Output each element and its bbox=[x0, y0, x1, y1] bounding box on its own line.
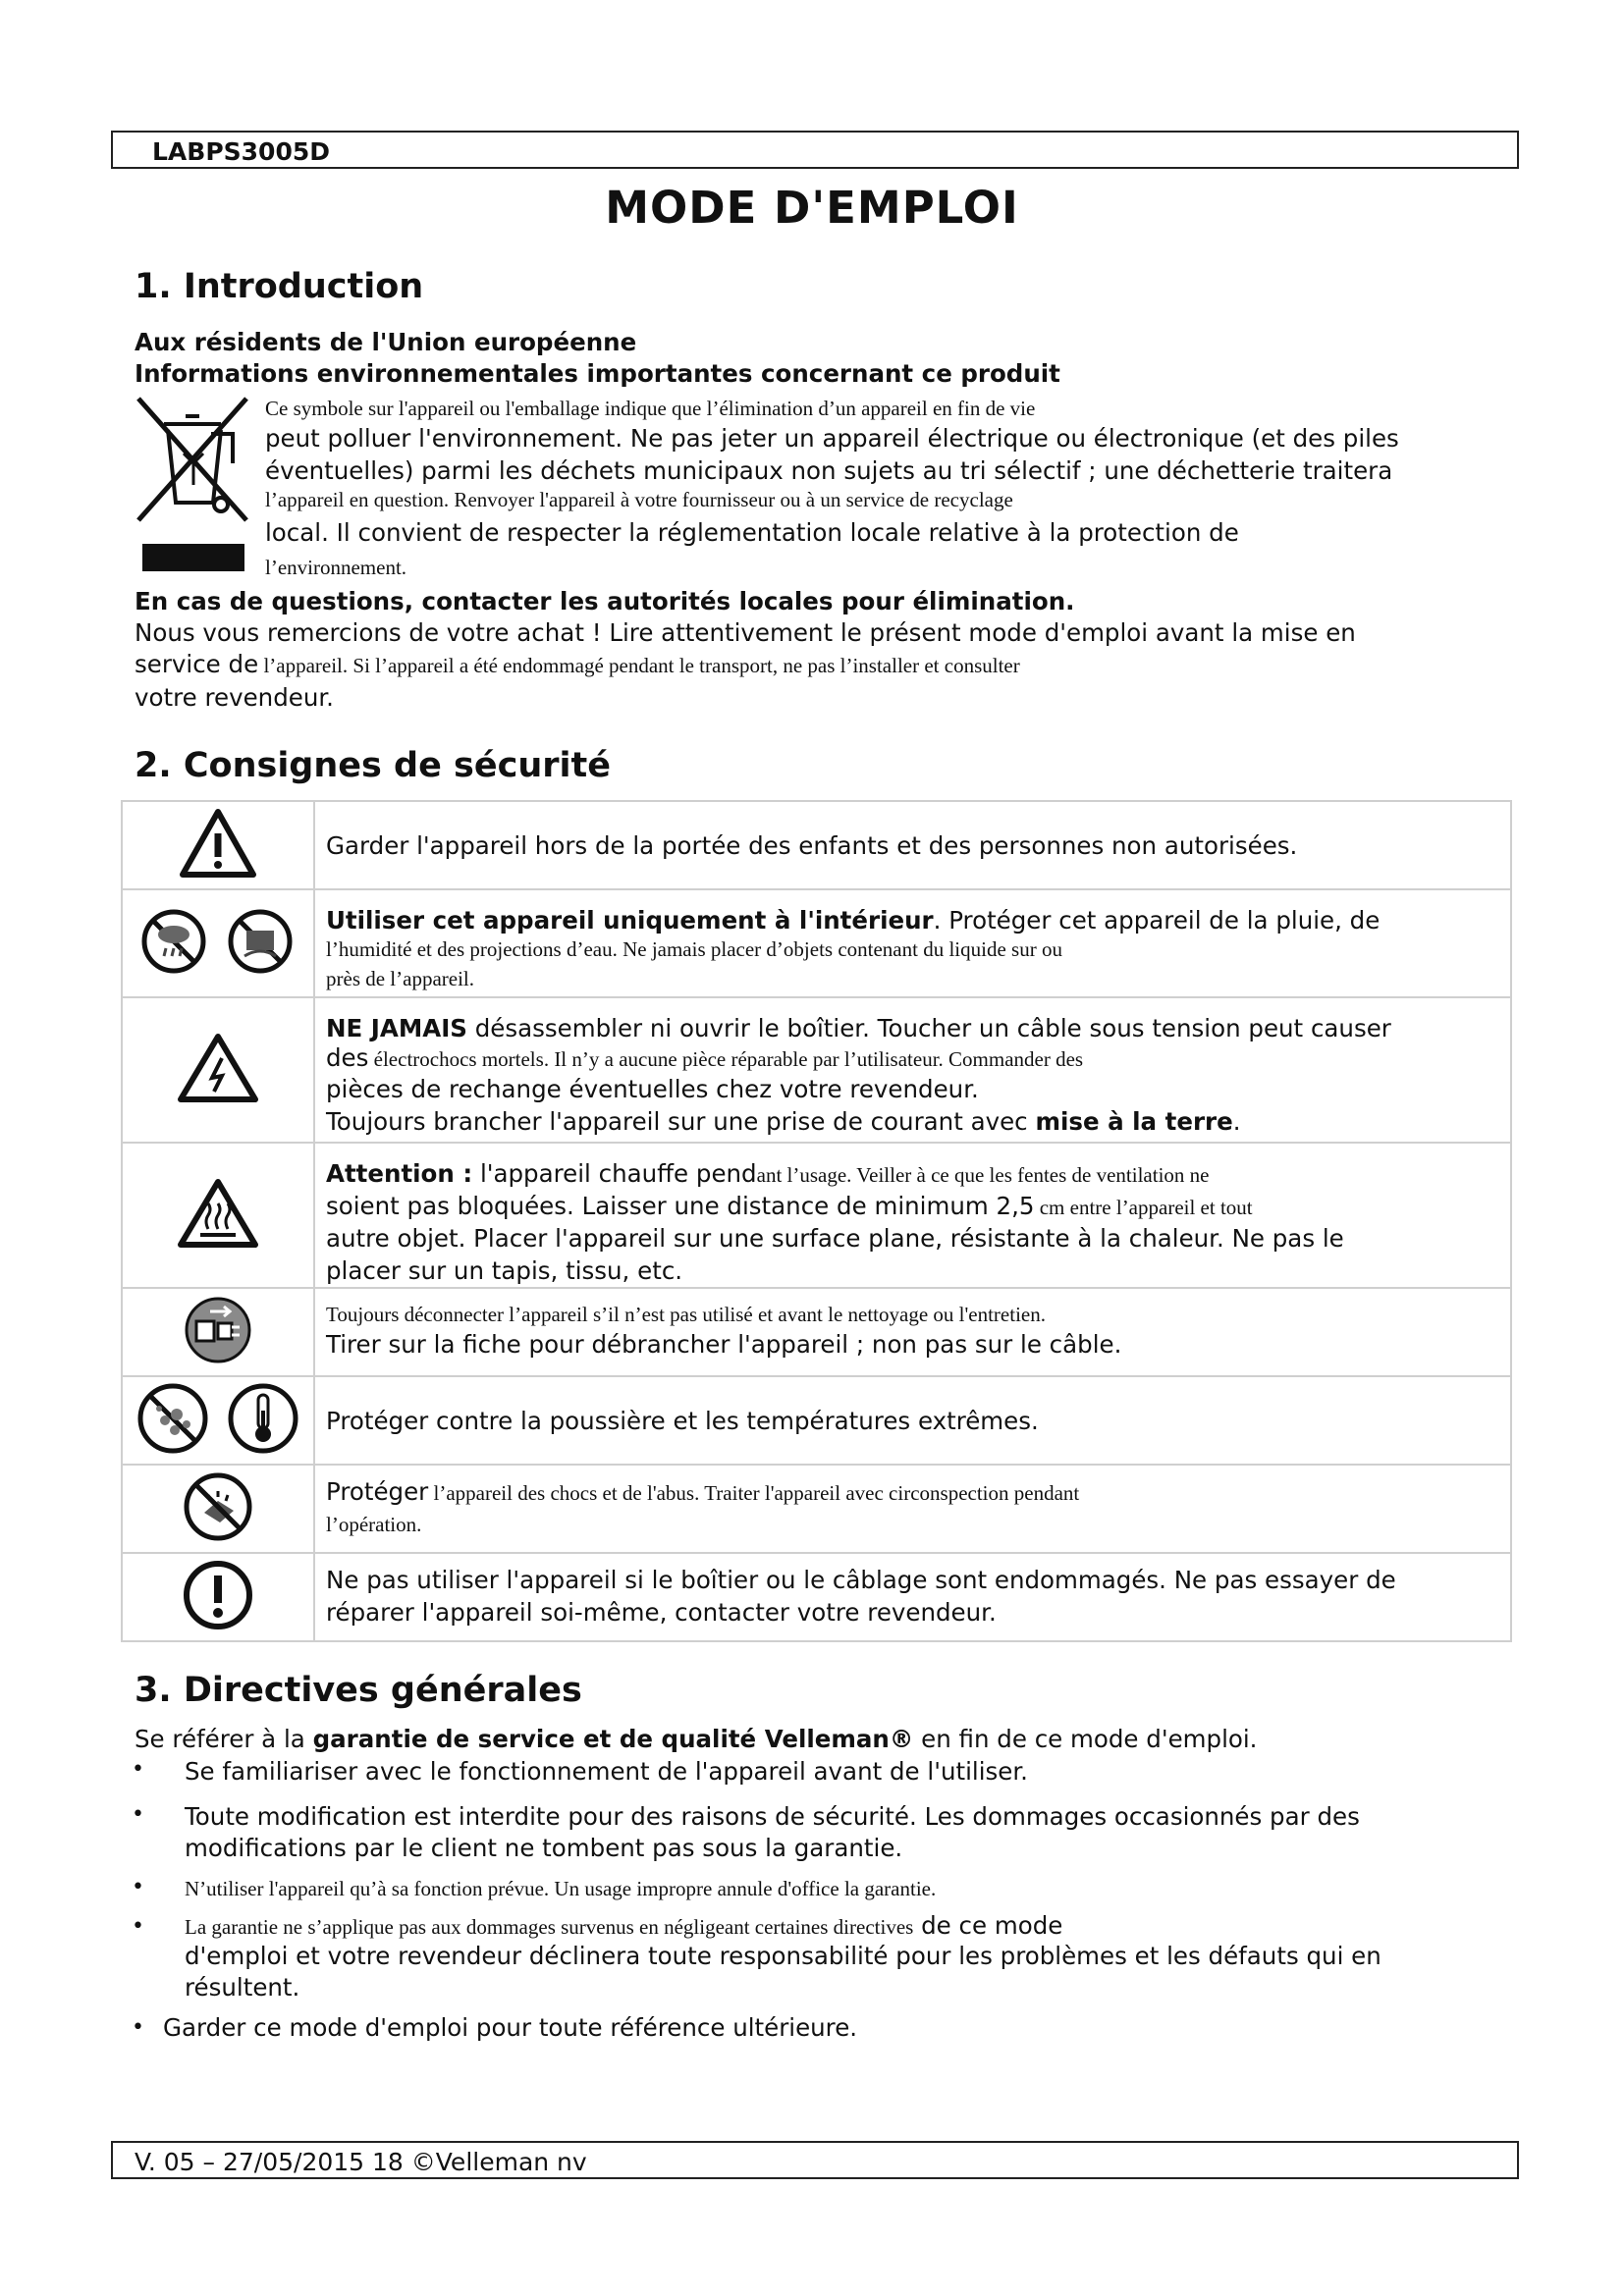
safety-text-housing-line-3: pièces de rechange éventuelles chez votre revendeur. bbox=[326, 1075, 979, 1103]
bullet: • bbox=[132, 1875, 144, 1899]
safety-text-indoor-line-3: près de l’appareil. bbox=[326, 967, 475, 990]
environment-subheading: Informations environnementales importantes concernant ce produit bbox=[135, 359, 1060, 388]
safety-text-housing-line-2: des électrochocs mortels. Il n’y a aucune pièce réparable par l’utilisateur. Commander des bbox=[326, 1043, 1084, 1072]
guideline-modification-line-2: modifications par le client ne tombent pas sous la garantie. bbox=[185, 1834, 903, 1862]
safety-instructions-table bbox=[121, 800, 1512, 1642]
no-rain-icon bbox=[135, 907, 301, 976]
safety-row bbox=[122, 1553, 1511, 1641]
guideline-warranty-line-2: d'emploi et votre revendeur déclinera toute responsabilité pour les problèmes et les défauts qui en bbox=[185, 1942, 1381, 1970]
safety-row bbox=[122, 997, 1511, 1143]
guideline-intended-use: N’utiliser l'appareil qu’à sa fonction prévue. Un usage impropre annule d'office la garantie. bbox=[185, 1877, 937, 1900]
safety-text-housing-line-1: NE JAMAIS désassembler ni ouvrir le boîtier. Toucher un câble sous tension peut causer bbox=[326, 1014, 1391, 1042]
footer-version: V. 05 – 27/05/2015 18 ©Velleman nv bbox=[135, 2148, 587, 2176]
document-title: MODE D'EMPLOI bbox=[605, 182, 1019, 234]
electric-shock-warning-icon bbox=[177, 1033, 259, 1103]
section-heading-introduction: 1. Introduction bbox=[135, 267, 424, 306]
safety-text-heat-line-1: Attention : l'appareil chauffe pendant l’usage. Veiller à ce que les fentes de ventilation ne bbox=[326, 1159, 1210, 1188]
thanks-line-3: votre revendeur. bbox=[135, 683, 334, 712]
safety-row bbox=[122, 1465, 1511, 1553]
safety-text-children: Garder l'appareil hors de la portée des enfants et des personnes non autorisées. bbox=[314, 801, 1511, 889]
safety-row bbox=[122, 801, 1511, 889]
bullet: • bbox=[132, 1914, 144, 1939]
safety-row bbox=[122, 1288, 1511, 1376]
hot-surface-warning-icon bbox=[177, 1178, 259, 1249]
guideline-modification-line-1: Toute modification est interdite pour des raisons de sécurité. Les dommages occasionnés par des bbox=[185, 1802, 1360, 1831]
footer-bar bbox=[111, 2141, 1519, 2179]
no-dust-icon bbox=[132, 1381, 304, 1456]
weee-text-line-3: éventuelles) parmi les déchets municipaux non sujets au tri sélectif ; une déchetterie traitera bbox=[265, 456, 1393, 485]
safety-text-heat-line-4: placer sur un tapis, tissu, etc. bbox=[326, 1256, 683, 1285]
safety-row bbox=[122, 1376, 1511, 1465]
bullet: • bbox=[132, 2015, 144, 2040]
safety-text-shocks-line-1: Protéger l’appareil des chocs et de l'abus. Traiter l'appareil avec circonspection pendant bbox=[326, 1477, 1080, 1506]
crossed-out-wheelie-bin-icon bbox=[135, 395, 250, 579]
weee-text-line-4: l’appareil en question. Renvoyer l'appareil à votre fournisseur ou à un service de recyclage bbox=[265, 488, 1013, 511]
safety-row bbox=[122, 1143, 1511, 1288]
safety-text-heat-line-2: soient pas bloquées. Laisser une distance de minimum 2,5 cm entre l’appareil et tout bbox=[326, 1192, 1253, 1220]
warning-triangle-icon bbox=[179, 808, 257, 879]
thanks-line-2: service de l’appareil. Si l’appareil a été endommagé pendant le transport, ne pas l’installer et consulter bbox=[135, 650, 1020, 678]
weee-text-line-1: Ce symbole sur l'appareil ou l'emballage indique que l’élimination d’un appareil en fin de vie bbox=[265, 397, 1036, 420]
bullet: • bbox=[132, 1802, 144, 1827]
safety-text-heat-line-3: autre objet. Placer l'appareil sur une surface plane, résistante à la chaleur. Ne pas le bbox=[326, 1224, 1344, 1253]
safety-text-indoor-line-1: Utiliser cet appareil uniquement à l'intérieur. Protéger cet appareil de la pluie, de bbox=[326, 906, 1380, 934]
safety-text-unplug-line-1: Toujours déconnecter l’appareil s’il n’est pas utilisé et avant le nettoyage ou l'entretien. bbox=[326, 1303, 1046, 1326]
warranty-reference: Se référer à la garantie de service et de qualité Velleman® en fin de ce mode d'emploi. bbox=[135, 1725, 1258, 1753]
guideline-familiarise: Se familiariser avec le fonctionnement de l'appareil avant de l'utiliser. bbox=[185, 1757, 1028, 1786]
safety-text-unplug-line-2: Tirer sur la fiche pour débrancher l'appareil ; non pas sur le câble. bbox=[326, 1330, 1122, 1359]
guideline-warranty-line-1: La garantie ne s’applique pas aux dommages survenus en négligeant certaines directives de ce mode bbox=[185, 1911, 1063, 1940]
safety-row bbox=[122, 889, 1511, 997]
guideline-warranty-line-3: résultent. bbox=[185, 1973, 300, 2002]
contact-authorities-text: En cas de questions, contacter les autorités locales pour élimination. bbox=[135, 587, 1075, 615]
weee-text-line-6: l’environnement. bbox=[265, 556, 407, 579]
model-number: LABPS3005D bbox=[152, 137, 330, 166]
guideline-keep-manual: Garder ce mode d'emploi pour toute référence ultérieure. bbox=[163, 2013, 858, 2042]
safety-text-housing-line-4: Toujours brancher l'appareil sur une prise de courant avec mise à la terre. bbox=[326, 1107, 1241, 1136]
section-heading-safety: 2. Consignes de sécurité bbox=[135, 746, 611, 785]
header-bar bbox=[111, 131, 1519, 169]
unplug-icon bbox=[181, 1296, 255, 1364]
safety-text-dust: Protéger contre la poussière et les températures extrêmes. bbox=[314, 1376, 1511, 1465]
safety-text-damaged-line-1: Ne pas utiliser l'appareil si le boîtier ou le câblage sont endommagés. Ne pas essayer de bbox=[326, 1566, 1396, 1594]
safety-text-shocks-line-2: l’opération. bbox=[326, 1513, 422, 1536]
exclamation-circle-icon bbox=[181, 1560, 255, 1630]
safety-text-indoor-line-2: l’humidité et des projections d’eau. Ne jamais placer d’objets contenant du liquide sur ou bbox=[326, 937, 1062, 961]
eu-residents-subheading: Aux résidents de l'Union européenne bbox=[135, 328, 637, 356]
bullet: • bbox=[132, 1757, 144, 1782]
safety-text-damaged-line-2: réparer l'appareil soi-même, contacter votre revendeur. bbox=[326, 1598, 997, 1627]
thanks-line-1: Nous vous remercions de votre achat ! Lire attentivement le présent mode d'emploi avant la mise en bbox=[135, 618, 1356, 647]
section-heading-general: 3. Directives générales bbox=[135, 1671, 582, 1710]
weee-text-line-5: local. Il convient de respecter la réglementation locale relative à la protection de bbox=[265, 518, 1239, 547]
no-shock-icon bbox=[181, 1471, 255, 1542]
weee-text-line-2: peut polluer l'environnement. Ne pas jeter un appareil électrique ou électronique (et des piles bbox=[265, 424, 1399, 453]
